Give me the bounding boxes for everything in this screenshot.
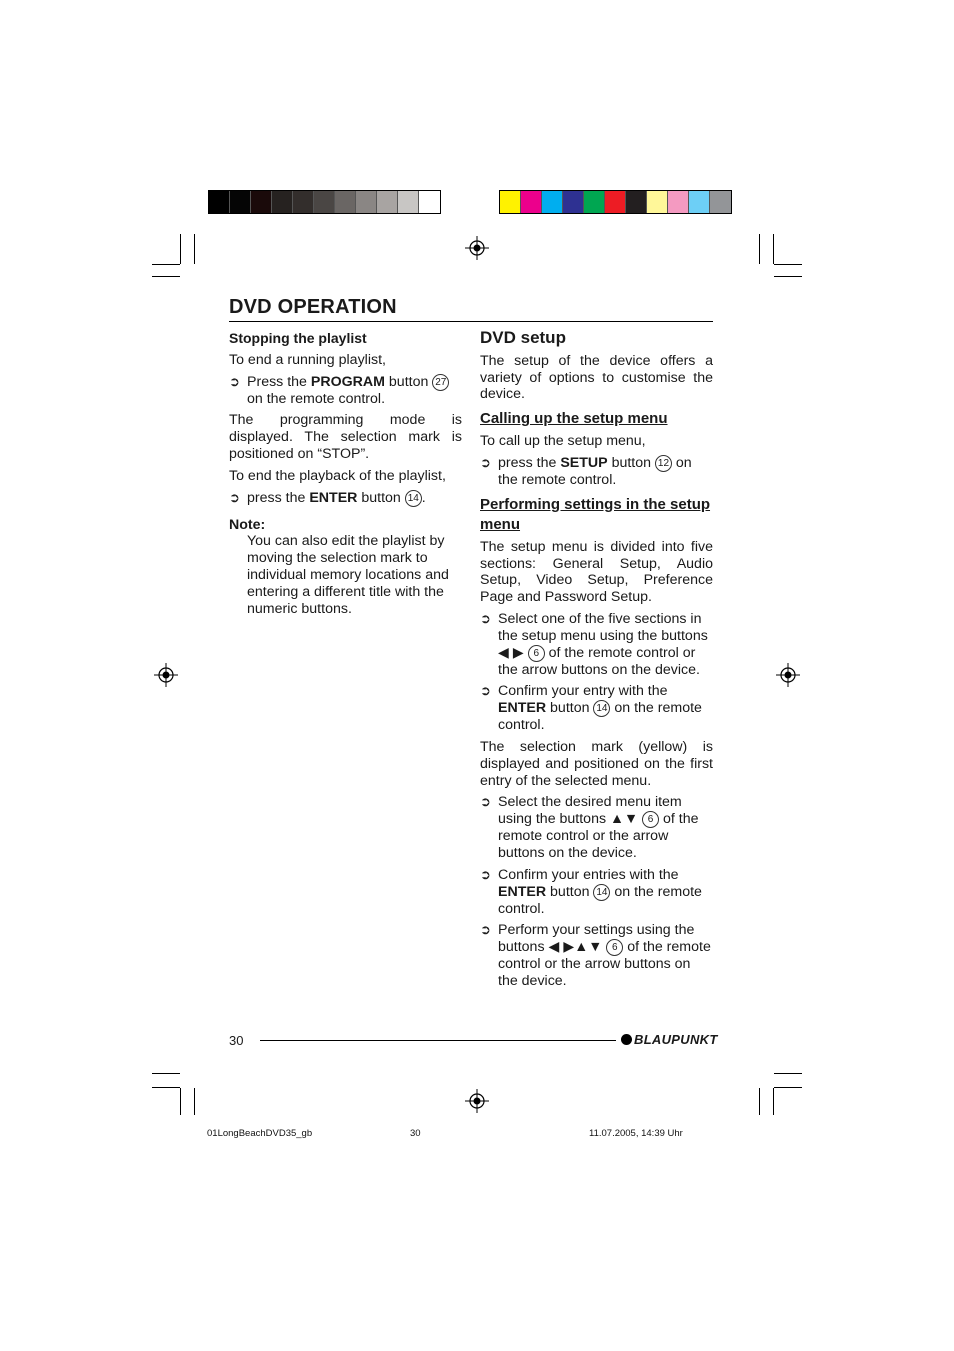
registration-mark-icon (465, 1089, 489, 1113)
right-column (480, 330, 713, 995)
body-paragraph: To call up the setup menu, (480, 433, 646, 450)
page-title: DVD OPERATION (229, 296, 397, 318)
note-body: You can also edit the playlist by moving the selection mark to individual memory locations and entering a different title with the numeric buttons. (247, 533, 449, 617)
instruction-step: ➲ Press the PROGRAM button 27 on the remote control. (229, 374, 462, 408)
crop-mark (774, 276, 802, 277)
color-swatch (500, 191, 521, 213)
registration-mark-icon (465, 236, 489, 260)
crop-mark (774, 1087, 802, 1088)
button-number-badge: 14 (405, 490, 422, 507)
left-column (229, 330, 462, 617)
footer-rule (260, 1040, 616, 1041)
button-number-badge: 12 (655, 455, 672, 472)
process-color-bar (499, 190, 732, 214)
color-swatch (251, 191, 272, 213)
crop-mark (194, 234, 195, 264)
instruction-step: ➲ Select the desired menu item using the buttons ▲▼ 6 of the remote control or the arrow buttons on the device. (480, 794, 699, 861)
instruction-step: ➲ Confirm your entry with the ENTER button 14 on the remote control. (480, 683, 702, 734)
arrow-bullet-icon: ➲ (480, 683, 491, 699)
body-paragraph: The setup menu is divided into five sections: General Setup, Audio Setup, Video Setup, Preference Page and Password Setup. (480, 538, 713, 606)
color-swatch (314, 191, 335, 213)
color-swatch (626, 191, 647, 213)
brand-logo: BLAUPUNKT (621, 1032, 718, 1047)
section-title: DVD setup (480, 328, 566, 347)
color-swatch (563, 191, 584, 213)
color-swatch (710, 191, 731, 213)
color-swatch (377, 191, 398, 213)
color-swatch (605, 191, 626, 213)
color-swatch (419, 191, 440, 213)
crop-mark (152, 276, 180, 277)
color-swatch (542, 191, 563, 213)
slug-date: 11.07.2005, 14:39 Uhr (589, 1128, 683, 1139)
instruction-step: ➲ Select one of the five sections in the setup menu using the buttons ◀ ▶ 6 of the remote control or the arrow buttons on the device. (480, 610, 708, 678)
color-swatch (584, 191, 605, 213)
arrow-bullet-icon: ➲ (229, 489, 240, 505)
note-label: Note: (229, 516, 266, 533)
subsection-heading: Performing settings in the setup menu (480, 495, 711, 533)
arrow-bullet-icon: ➲ (480, 454, 491, 470)
crop-mark (774, 1073, 802, 1074)
color-swatch (230, 191, 251, 213)
crop-mark (194, 1088, 195, 1115)
page-number: 30 (229, 1033, 244, 1048)
instruction-step: ➲ press the SETUP button 12 on the remote control. (480, 454, 692, 488)
arrow-bullet-icon: ➲ (480, 610, 491, 626)
crop-mark (152, 1087, 180, 1088)
crop-mark (773, 1088, 774, 1115)
color-swatch (689, 191, 710, 213)
color-swatch (356, 191, 377, 213)
body-paragraph: The selection mark (yellow) is displayed and positioned on the first entry of the selected menu. (480, 738, 713, 789)
body-paragraph: The programming mode is displayed. The selection mark is positioned on “STOP”. (229, 412, 462, 462)
logo-dot-icon (621, 1034, 632, 1045)
arrow-bullet-icon: ➲ (229, 373, 240, 389)
button-number-badge: 27 (432, 374, 449, 391)
color-swatch (521, 191, 542, 213)
slug-page: 30 (410, 1128, 421, 1139)
button-number-badge: 14 (593, 700, 610, 717)
section-subtitle: Stopping the playlist (229, 330, 367, 346)
registration-mark-icon (776, 663, 800, 687)
color-swatch (647, 191, 668, 213)
color-swatch (293, 191, 314, 213)
registration-mark-icon (154, 663, 178, 687)
crop-mark (180, 234, 181, 264)
color-swatch (335, 191, 356, 213)
arrow-buttons-icon: ◀ ▶ (498, 644, 524, 661)
instruction-step: ➲ Perform your settings using the buttons ◀ ▶▲▼ 6 of the remote control or the arrow buttons on the device. (480, 922, 711, 989)
arrow-bullet-icon: ➲ (480, 922, 491, 938)
instruction-step: ➲ press the ENTER button 14 . (229, 489, 426, 506)
color-swatch (398, 191, 419, 213)
intro-text: The setup of the device offers a variety of options to customise the device. (480, 352, 713, 403)
crop-mark (180, 1088, 181, 1115)
button-number-badge: 6 (528, 645, 545, 662)
arrow-buttons-icon: ▲▼ (610, 811, 639, 828)
arrow-bullet-icon: ➲ (480, 794, 491, 810)
body-paragraph: To end the playback of the playlist, (229, 467, 446, 484)
button-number-badge: 6 (642, 811, 659, 828)
color-swatch (209, 191, 230, 213)
slug-filename: 01LongBeachDVD35_gb (207, 1128, 313, 1139)
instruction-step: ➲ Confirm your entries with the ENTER button 14 on the remote control. (480, 866, 702, 917)
button-number-badge: 6 (606, 939, 623, 956)
page-header (229, 296, 713, 322)
arrow-bullet-icon: ➲ (480, 866, 491, 882)
crop-mark (774, 264, 802, 265)
crop-mark (759, 1088, 760, 1115)
button-number-badge: 14 (593, 884, 610, 901)
crop-mark (152, 1073, 180, 1074)
crop-mark (152, 264, 180, 265)
crop-mark (773, 234, 774, 264)
color-swatch (272, 191, 293, 213)
subsection-heading: Calling up the setup menu (480, 410, 668, 428)
arrow-buttons-icon: ◀ ▶▲▼ (548, 939, 603, 956)
color-swatch (668, 191, 689, 213)
crop-mark (759, 234, 760, 264)
intro-text: To end a running playlist, (229, 351, 386, 368)
grayscale-color-bar (208, 190, 441, 214)
